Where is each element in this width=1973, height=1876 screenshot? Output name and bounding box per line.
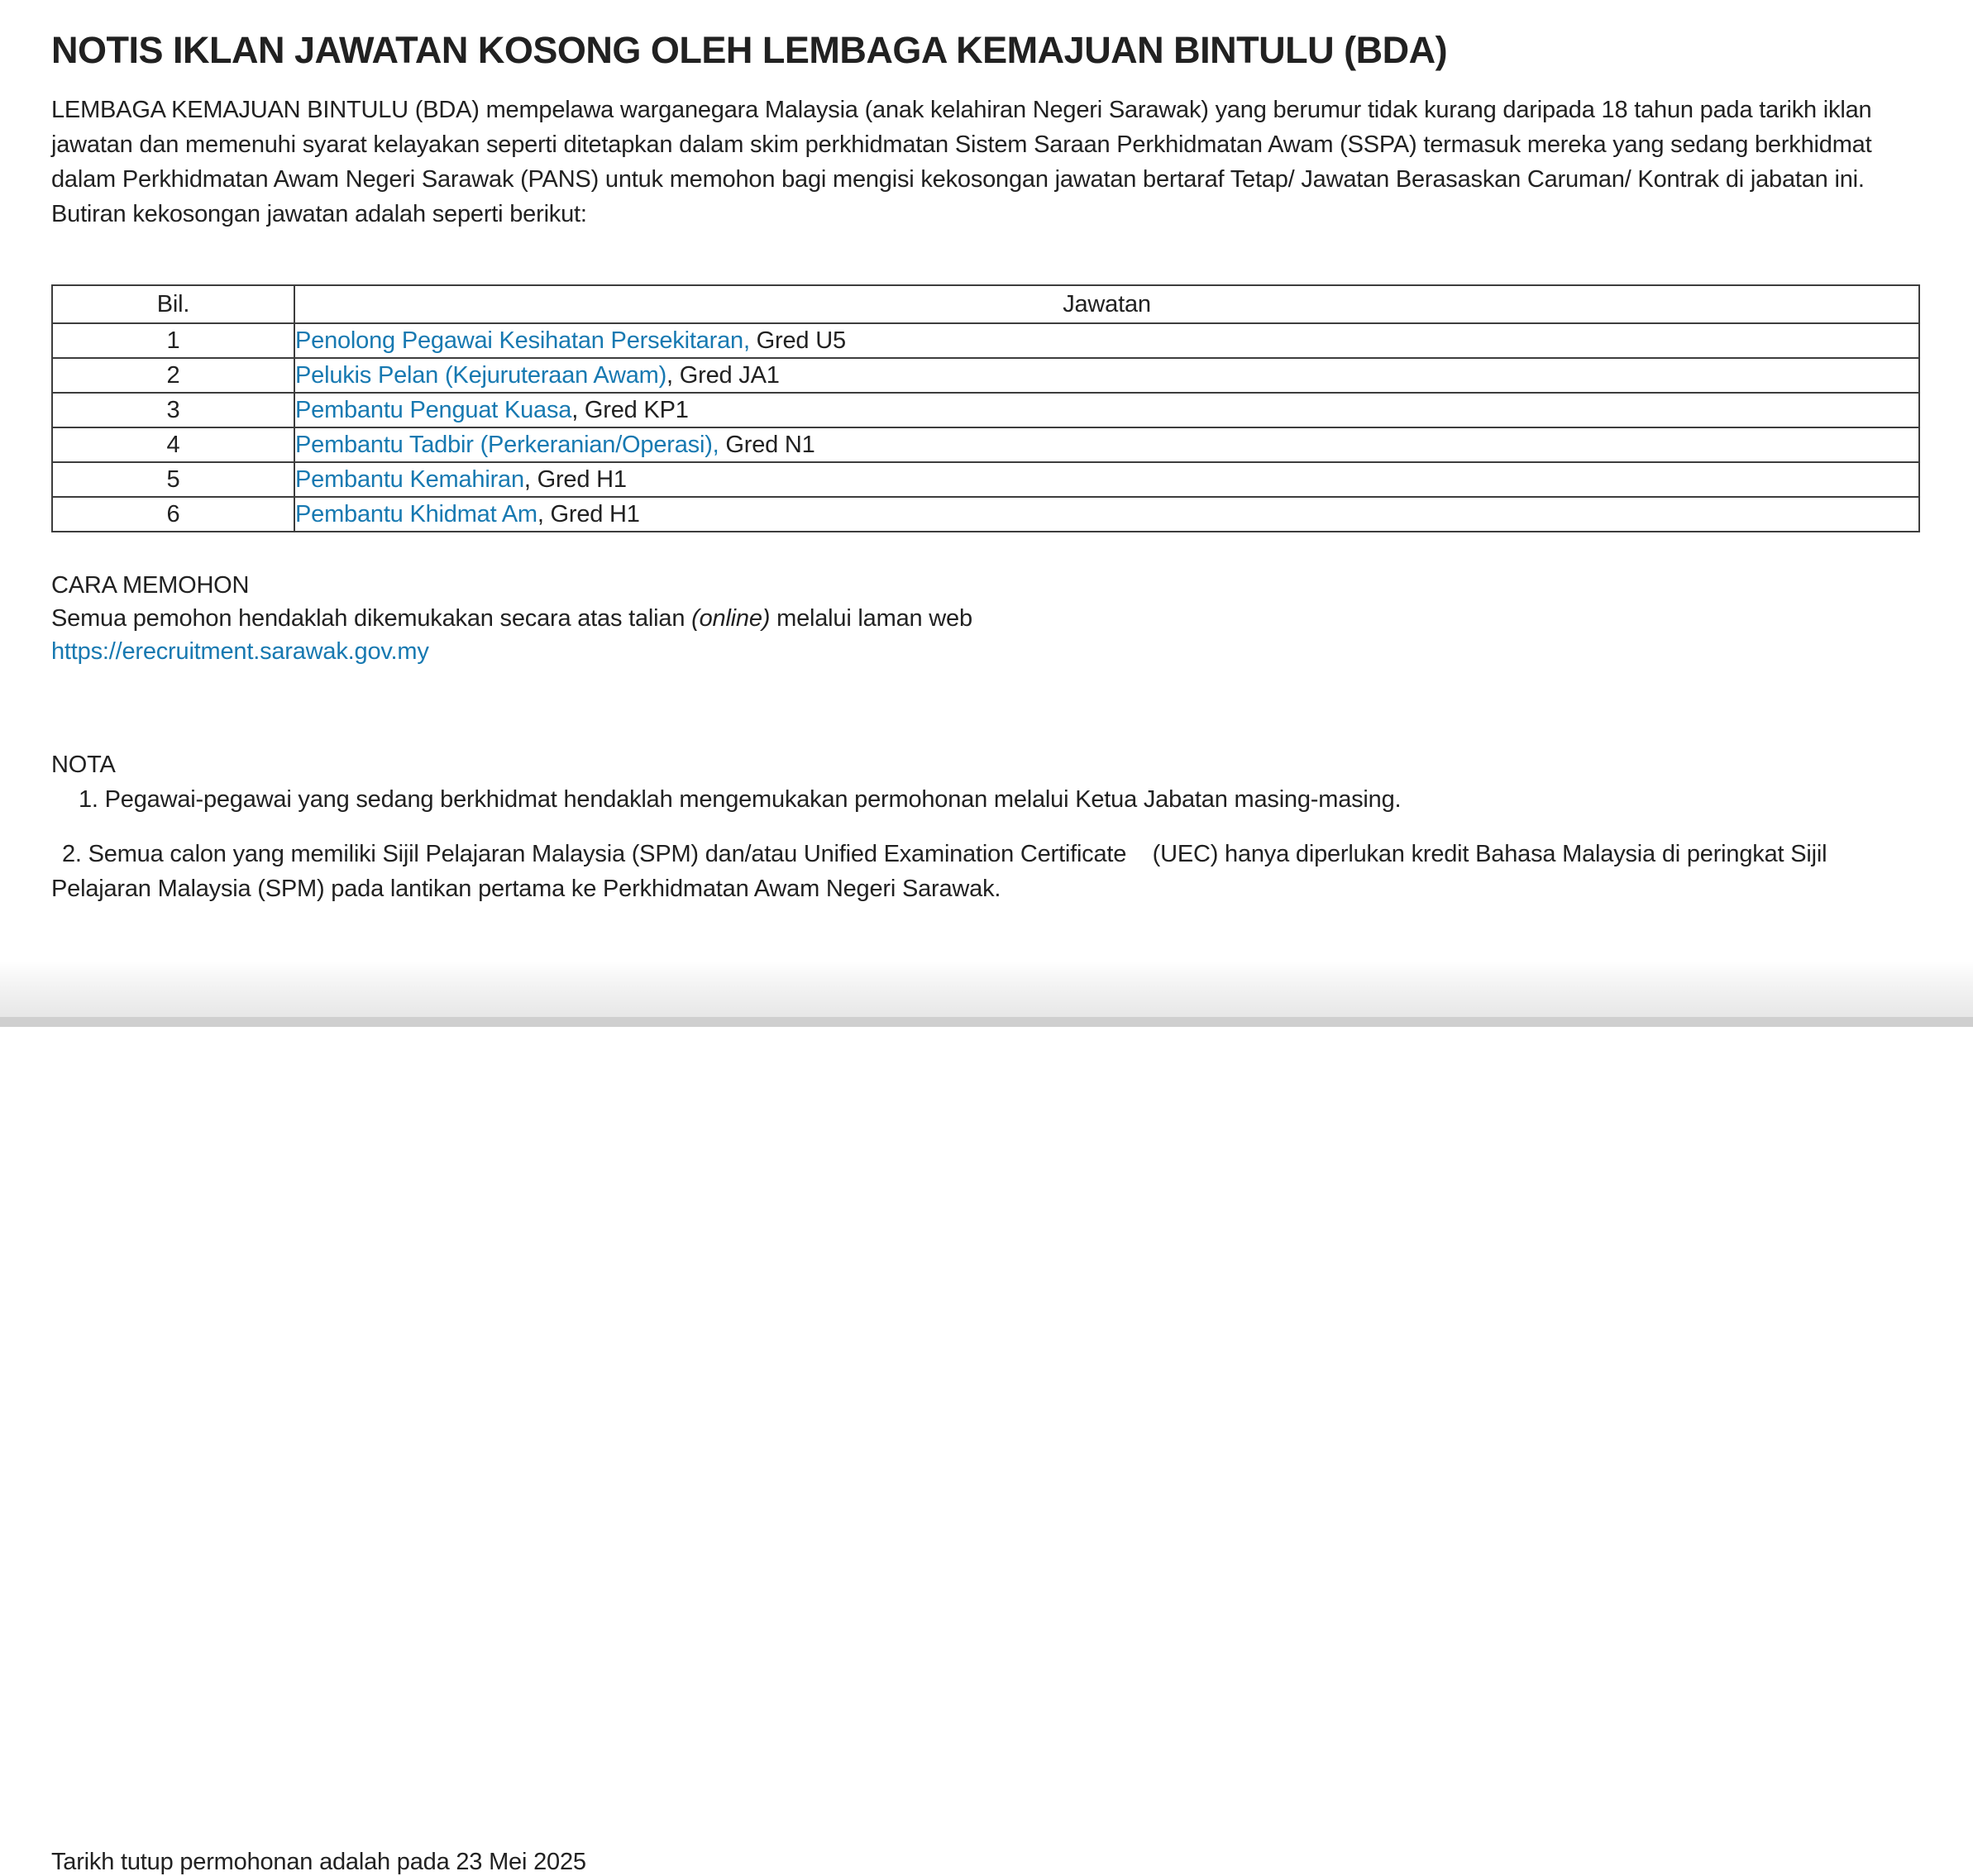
col-header-bil: Bil. [52,285,294,323]
job-cell [294,497,1919,532]
job-link[interactable]: Pelukis Pelan (Kejuruteraan Awam) [295,361,667,389]
online-italic: (online) [691,605,771,632]
job-link[interactable]: Pembantu Penguat Kuasa [295,396,572,423]
row-number: 6 [52,497,294,532]
job-grade: , Gred JA1 [666,361,780,389]
nota-section [51,747,1920,906]
job-cell [294,358,1919,393]
nota-item-1: 1. Pegawai-pegawai yang sedang berkhidmat hendaklah mengemukakan permohonan melalui Ketua Jabatan masing-masing. [79,786,1402,813]
apply-instruction [51,602,1920,635]
job-grade: , Gred H1 [537,500,640,527]
job-link[interactable]: Pembantu Khidmat Am [295,500,537,527]
job-cell [294,323,1919,358]
table-row [52,358,1919,393]
job-cell [294,462,1919,497]
intro-paragraph: LEMBAGA KEMAJUAN BINTULU (BDA) mempelawa warganegara Malaysia (anak kelahiran Negeri Sarawak) yang berumur tidak kurang daripada 18 tahun pada tarikh iklan jawatan dan memenuhi syarat kelayakan seperti ditetapkan dalam skim perkhidmatan Sistem Saraan Perkhidmatan Awam (SSPA) termasuk mereka yang sedang berkhidmat dalam Perkhidmatan Awam Negeri Sarawak (PANS) untuk memohon bagi mengisi kekosongan jawatan bertaraf Tetap/ Jawatan Berasaskan Caruman/ Kontrak di jabatan ini. Butiran kekosongan jawatan adalah seperti berikut: [51,97,1872,227]
col-header-jawatan: Jawatan [294,285,1919,323]
job-cell [294,427,1919,462]
table-header-row [52,285,1919,323]
nota-item-2: 2. Semua calon yang memiliki Sijil Pelajaran Malaysia (SPM) dan/atau Unified Examination Certificate (UEC) hanya diperlukan kredit Bahasa Malaysia di peringkat Sijil Pelajaran Malaysia (SPM) pada lantikan pertama ke Perkhidmatan Awam Negeri Sarawak. [51,841,1834,902]
nota-heading: NOTA [51,752,116,778]
apply-instruction-prefix: Semua pemohon hendaklah dikemukakan secara atas talian [51,605,692,632]
row-number: 4 [52,427,294,462]
job-link[interactable]: Penolong Pegawai Kesihatan Persekitaran, [295,327,750,354]
apply-instruction-suffix: melalui laman web [770,605,972,632]
how-to-apply-section [51,569,1920,668]
notice-page [0,28,1973,1875]
job-grade: , Gred H1 [523,465,627,493]
erecruitment-link[interactable]: https://erecruitment.sarawak.gov.my [51,638,429,665]
page-title: NOTIS IKLAN JAWATAN KOSONG OLEH LEMBAGA KEMAJUAN BINTULU (BDA) [51,29,1448,71]
vacancy-table [51,284,1920,532]
row-number: 5 [52,462,294,497]
row-number: 3 [52,393,294,427]
table-row [52,497,1919,532]
table-row [52,462,1919,497]
job-grade: Gred N1 [719,431,815,458]
row-number: 1 [52,323,294,358]
row-number: 2 [52,358,294,393]
job-cell [294,393,1919,427]
table-row [52,393,1919,427]
job-link[interactable]: Pembantu Tadbir (Perkeranian/Operasi), [295,431,719,458]
job-grade: , Gred KP1 [571,396,689,423]
table-row [52,427,1919,462]
cara-memohon-heading: CARA MEMOHON [51,572,250,599]
job-grade: Gred U5 [749,327,846,354]
table-row [52,323,1919,358]
closing-date: Tarikh tutup permohonan adalah pada 23 Mei 2025 [51,1849,586,1875]
page-bottom-bar [0,1017,1973,1027]
job-link[interactable]: Pembantu Kemahiran [295,465,524,493]
page-end-shade [0,961,1973,1017]
